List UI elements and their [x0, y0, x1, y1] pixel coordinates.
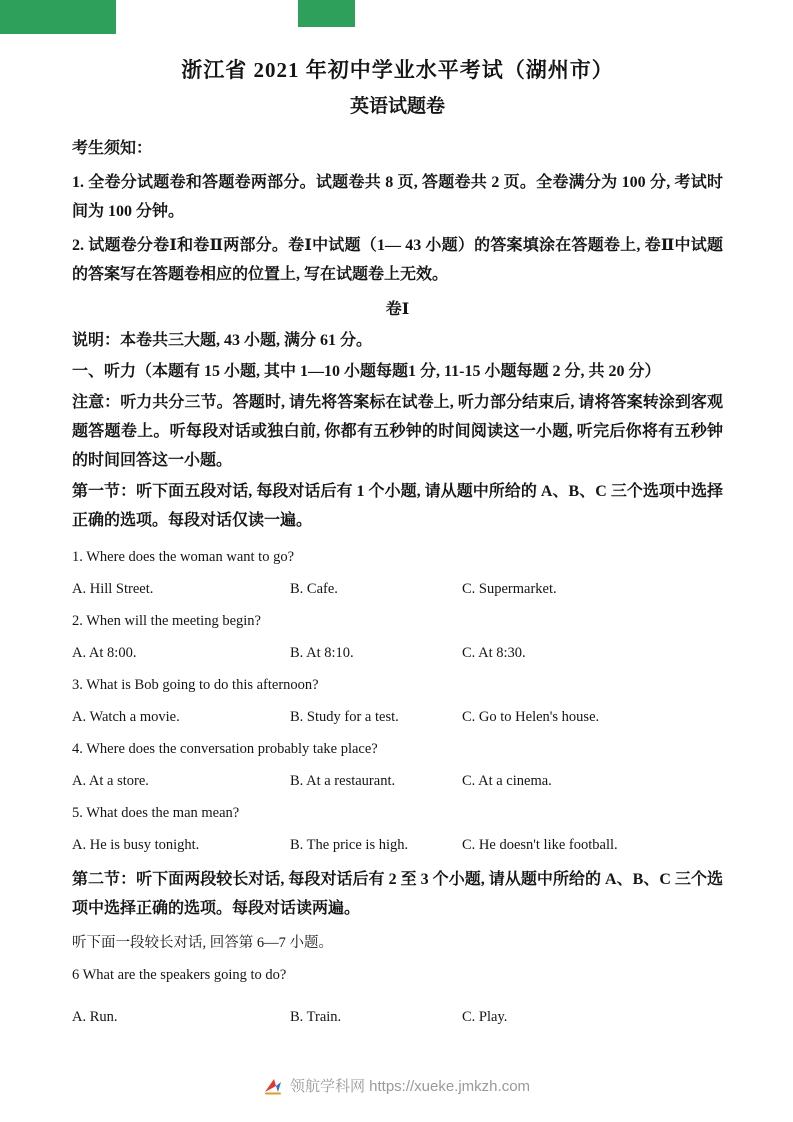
- green-scan-artifact-right: [298, 0, 355, 27]
- footer-watermark: [0, 1075, 793, 1096]
- question-block-1: [72, 547, 723, 599]
- question-stem: 1. Where does the woman want to go?: [72, 549, 295, 565]
- option-b: B. Study for a test.: [290, 709, 399, 725]
- question-options: [72, 1007, 723, 1027]
- question-stem: 4. Where does the conversation probably take place?: [72, 741, 378, 757]
- option-b: B. Cafe.: [290, 581, 338, 597]
- question-options: [72, 579, 723, 599]
- listening-part1-intro: 第一节：听下面五段对话, 每段对话后有 1 个小题, 请从题中所给的 A、B、C 三个选项中选择正确的选项。每段对话仅读一遍。: [72, 483, 723, 529]
- option-c: C. At a cinema.: [462, 773, 552, 789]
- listening-section-heading: 一、听力（本题有 15 小题, 其中 1—10 小题每题1 分, 11-15 小题每题 2 分, 共 20 分）: [72, 363, 661, 380]
- question-options: [72, 771, 723, 791]
- exam-title: 浙江省 2021 年初中学业水平考试（湖州市）: [181, 58, 614, 82]
- option-b: B. At a restaurant.: [290, 773, 396, 789]
- option-b: B. At 8:10.: [290, 645, 354, 661]
- question-options: [72, 643, 723, 663]
- question-block-5: [72, 803, 723, 855]
- option-a: A. He is busy tonight.: [72, 837, 200, 853]
- option-c: C. Play.: [462, 1009, 508, 1025]
- option-a: A. At a store.: [72, 773, 149, 789]
- part1-heading: 卷Ⅰ: [385, 301, 410, 318]
- option-b: B. Train.: [290, 1009, 342, 1025]
- option-c: C. Supermarket.: [462, 581, 557, 597]
- footer-site-text: 领航学科网 https://xueke.jmkzh.com: [289, 1078, 531, 1095]
- option-b: B. The price is high.: [290, 837, 409, 853]
- listening-part2-intro: 第二节：听下面两段较长对话, 每段对话后有 2 至 3 个小题, 请从题中所给的 A、B、C 三个选项中选择正确的选项。每段对话读两遍。: [72, 871, 723, 917]
- question-options: [72, 835, 723, 855]
- option-a: A. At 8:00.: [72, 645, 137, 661]
- question-block-2: [72, 611, 723, 663]
- notice-heading: 考生须知：: [72, 140, 153, 157]
- notice-item-1: 1. 全卷分试题卷和答题卷两部分。试题卷共 8 页, 答题卷共 2 页。全卷满分为 100 分, 考试时间为 100 分钟。: [72, 174, 723, 220]
- question-block-4: [72, 739, 723, 791]
- question-stem: 3. What is Bob going to do this afternoon?: [72, 677, 319, 693]
- option-c: C. He doesn't like football.: [462, 837, 618, 853]
- question-block-3: [72, 675, 723, 727]
- option-a: A. Run.: [72, 1009, 118, 1025]
- question-block-6: [72, 965, 723, 1027]
- dialog-intro: 听下面一段较长对话, 回答第 6—7 小题。: [72, 935, 333, 951]
- document-content: [72, 56, 723, 1027]
- notice-item-2: 2. 试题卷分卷Ⅰ和卷Ⅱ两部分。卷Ⅰ中试题（1— 43 小题）的答案填涂在答题卷上, 卷Ⅱ中试题的答案写在答题卷相应的位置上, 写在试题卷上无效。: [72, 237, 723, 283]
- listening-attention: 注意：听力共分三节。答题时, 请先将答案标在试卷上, 听力部分结束后, 请将答案转涂到客观题答题卷上。听每段对话或独白前, 你都有五秒钟的时间阅读这一小题, 听完后你将有五秒钟的时间回答这一小题。: [72, 394, 723, 469]
- xueke-logo-icon: [263, 1076, 283, 1096]
- green-scan-artifact-left: [0, 0, 116, 34]
- question-stem: 6 What are the speakers going to do?: [72, 967, 287, 983]
- option-c: C. At 8:30.: [462, 645, 526, 661]
- question-stem: 2. When will the meeting begin?: [72, 613, 261, 629]
- question-stem: 5. What does the man mean?: [72, 805, 240, 821]
- question-options: [72, 707, 723, 727]
- part1-note: 说明：本卷共三大题, 43 小题, 满分 61 分。: [72, 332, 373, 349]
- option-a: A. Hill Street.: [72, 581, 154, 597]
- option-c: C. Go to Helen's house.: [462, 709, 600, 725]
- exam-subtitle: 英语试题卷: [349, 96, 445, 117]
- option-a: A. Watch a movie.: [72, 709, 180, 725]
